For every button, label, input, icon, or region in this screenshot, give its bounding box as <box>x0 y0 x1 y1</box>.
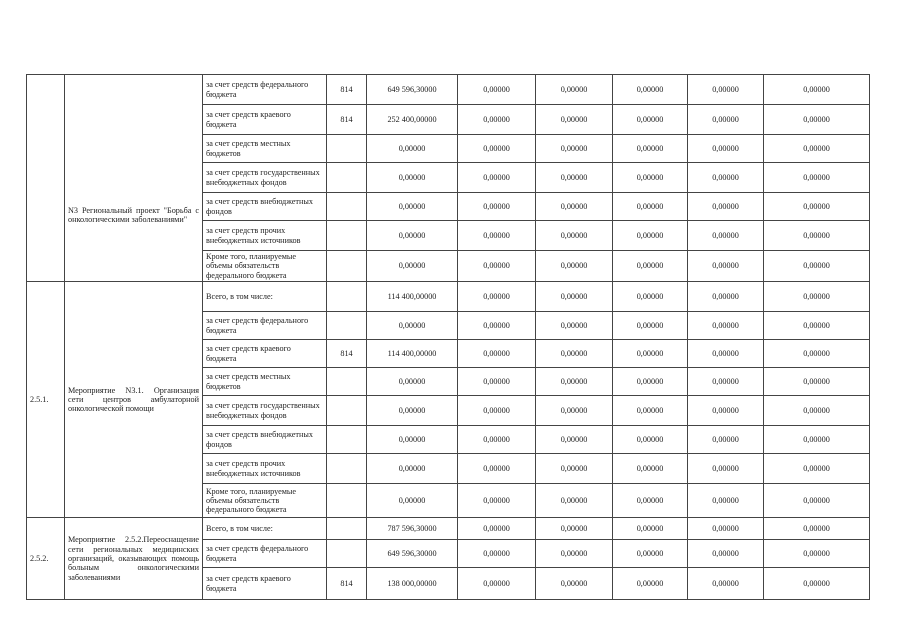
year-amount: 0,00000 <box>613 105 688 135</box>
year-amount: 0,00000 <box>536 251 613 282</box>
year-amount: 0,00000 <box>613 454 688 484</box>
year-amount: 0,00000 <box>458 568 536 600</box>
funding-source: за счет средств федерального бюджета <box>203 75 327 105</box>
year-amount: 0,00000 <box>458 105 536 135</box>
funding-source: за счет средств внебюджетных фондов <box>203 426 327 454</box>
year-amount: 0,00000 <box>536 340 613 368</box>
year-amount: 0,00000 <box>764 368 870 396</box>
year-amount: 0,00000 <box>613 568 688 600</box>
year-amount: 0,00000 <box>613 135 688 163</box>
year-amount: 0,00000 <box>536 426 613 454</box>
year-amount: 0,00000 <box>458 282 536 312</box>
year-amount: 0,00000 <box>536 312 613 340</box>
total-amount: 138 000,00000 <box>367 568 458 600</box>
year-amount: 0,00000 <box>764 105 870 135</box>
year-amount: 0,00000 <box>688 568 764 600</box>
year-amount: 0,00000 <box>688 282 764 312</box>
total-amount: 0,00000 <box>367 312 458 340</box>
table-row <box>27 75 870 105</box>
year-amount: 0,00000 <box>764 312 870 340</box>
total-amount: 649 596,30000 <box>367 540 458 568</box>
year-amount: 0,00000 <box>458 163 536 193</box>
budget-code <box>327 251 367 282</box>
year-amount: 0,00000 <box>764 396 870 426</box>
budget-code <box>327 540 367 568</box>
year-amount: 0,00000 <box>764 75 870 105</box>
year-amount: 0,00000 <box>688 540 764 568</box>
event-title: Мероприятие 2.5.2.Переоснащение сети региональных медицинских организаций, оказывающих помощь больным онкологическими заболеваниями <box>65 518 203 600</box>
year-amount: 0,00000 <box>688 193 764 221</box>
budget-code: 814 <box>327 568 367 600</box>
total-amount: 787 596,30000 <box>367 518 458 540</box>
funding-source: за счет средств государственных внебюджетных фондов <box>203 163 327 193</box>
year-amount: 0,00000 <box>458 312 536 340</box>
year-amount: 0,00000 <box>536 540 613 568</box>
document-sheet <box>26 74 870 600</box>
year-amount: 0,00000 <box>764 340 870 368</box>
item-number: 2.5.2. <box>27 518 65 600</box>
budget-code <box>327 221 367 251</box>
total-amount: 0,00000 <box>367 454 458 484</box>
budget-code <box>327 282 367 312</box>
year-amount: 0,00000 <box>458 221 536 251</box>
year-amount: 0,00000 <box>458 251 536 282</box>
year-amount: 0,00000 <box>688 396 764 426</box>
year-amount: 0,00000 <box>764 540 870 568</box>
total-amount: 0,00000 <box>367 163 458 193</box>
year-amount: 0,00000 <box>613 163 688 193</box>
year-amount: 0,00000 <box>536 368 613 396</box>
total-amount: 0,00000 <box>367 135 458 163</box>
year-amount: 0,00000 <box>458 454 536 484</box>
year-amount: 0,00000 <box>536 193 613 221</box>
total-amount: 0,00000 <box>367 193 458 221</box>
year-amount: 0,00000 <box>764 193 870 221</box>
year-amount: 0,00000 <box>764 163 870 193</box>
funding-source: Кроме того, планируемые объемы обязательств федерального бюджета <box>203 251 327 282</box>
year-amount: 0,00000 <box>536 396 613 426</box>
year-amount: 0,00000 <box>458 75 536 105</box>
budget-code <box>327 135 367 163</box>
funding-source: Всего, в том числе: <box>203 282 327 312</box>
year-amount: 0,00000 <box>613 340 688 368</box>
budget-code <box>327 193 367 221</box>
item-number: 2.5.1. <box>27 282 65 518</box>
year-amount: 0,00000 <box>458 484 536 518</box>
funding-source: за счет средств краевого бюджета <box>203 105 327 135</box>
year-amount: 0,00000 <box>613 312 688 340</box>
year-amount: 0,00000 <box>458 368 536 396</box>
year-amount: 0,00000 <box>613 251 688 282</box>
year-amount: 0,00000 <box>458 540 536 568</box>
project-title: N3 Региональный проект "Борьба с онкологическими заболеваниями" <box>68 205 199 225</box>
total-amount: 0,00000 <box>367 396 458 426</box>
year-amount: 0,00000 <box>458 426 536 454</box>
year-amount: 0,00000 <box>536 484 613 518</box>
year-amount: 0,00000 <box>536 75 613 105</box>
funding-source: за счет средств федерального бюджета <box>203 540 327 568</box>
year-amount: 0,00000 <box>688 312 764 340</box>
budget-code: 814 <box>327 75 367 105</box>
year-amount: 0,00000 <box>688 105 764 135</box>
year-amount: 0,00000 <box>688 251 764 282</box>
event-title <box>65 75 203 282</box>
year-amount: 0,00000 <box>764 221 870 251</box>
year-amount: 0,00000 <box>764 484 870 518</box>
year-amount: 0,00000 <box>688 221 764 251</box>
budget-code <box>327 484 367 518</box>
year-amount: 0,00000 <box>613 368 688 396</box>
total-amount: 649 596,30000 <box>367 75 458 105</box>
budget-code: 814 <box>327 340 367 368</box>
year-amount: 0,00000 <box>688 426 764 454</box>
year-amount: 0,00000 <box>613 540 688 568</box>
year-amount: 0,00000 <box>688 135 764 163</box>
total-amount: 0,00000 <box>367 221 458 251</box>
year-amount: 0,00000 <box>764 135 870 163</box>
funding-source: Кроме того, планируемые объемы обязательств федерального бюджета <box>203 484 327 518</box>
year-amount: 0,00000 <box>688 518 764 540</box>
funding-source: за счет средств краевого бюджета <box>203 568 327 600</box>
funding-source: за счет средств местных бюджетов <box>203 368 327 396</box>
funding-source: за счет средств местных бюджетов <box>203 135 327 163</box>
budget-code <box>327 163 367 193</box>
budget-table <box>26 74 870 600</box>
year-amount: 0,00000 <box>688 340 764 368</box>
year-amount: 0,00000 <box>458 396 536 426</box>
year-amount: 0,00000 <box>764 568 870 600</box>
year-amount: 0,00000 <box>764 426 870 454</box>
year-amount: 0,00000 <box>688 75 764 105</box>
budget-code: 814 <box>327 105 367 135</box>
year-amount: 0,00000 <box>536 282 613 312</box>
year-amount: 0,00000 <box>458 135 536 163</box>
year-amount: 0,00000 <box>688 454 764 484</box>
year-amount: 0,00000 <box>613 426 688 454</box>
funding-source: за счет средств прочих внебюджетных источников <box>203 454 327 484</box>
funding-source: за счет средств внебюджетных фондов <box>203 193 327 221</box>
budget-code <box>327 454 367 484</box>
year-amount: 0,00000 <box>536 568 613 600</box>
year-amount: 0,00000 <box>613 221 688 251</box>
year-amount: 0,00000 <box>613 518 688 540</box>
year-amount: 0,00000 <box>613 484 688 518</box>
year-amount: 0,00000 <box>536 518 613 540</box>
year-amount: 0,00000 <box>688 484 764 518</box>
table-row <box>27 518 870 540</box>
budget-code <box>327 396 367 426</box>
year-amount: 0,00000 <box>613 193 688 221</box>
budget-code <box>327 368 367 396</box>
total-amount: 114 400,00000 <box>367 282 458 312</box>
funding-source: Всего, в том числе: <box>203 518 327 540</box>
total-amount: 0,00000 <box>367 251 458 282</box>
event-title: Мероприятие N3.1. Организация сети центров амбулаторной онкологической помощи <box>65 282 203 518</box>
budget-code <box>327 312 367 340</box>
total-amount: 0,00000 <box>367 368 458 396</box>
year-amount: 0,00000 <box>764 282 870 312</box>
year-amount: 0,00000 <box>536 135 613 163</box>
year-amount: 0,00000 <box>764 251 870 282</box>
total-amount: 0,00000 <box>367 426 458 454</box>
year-amount: 0,00000 <box>613 75 688 105</box>
total-amount: 0,00000 <box>367 484 458 518</box>
year-amount: 0,00000 <box>688 163 764 193</box>
budget-code <box>327 518 367 540</box>
year-amount: 0,00000 <box>764 454 870 484</box>
year-amount: 0,00000 <box>613 282 688 312</box>
total-amount: 114 400,00000 <box>367 340 458 368</box>
funding-source: за счет средств федерального бюджета <box>203 312 327 340</box>
funding-source: за счет средств государственных внебюджетных фондов <box>203 396 327 426</box>
year-amount: 0,00000 <box>536 105 613 135</box>
year-amount: 0,00000 <box>458 193 536 221</box>
budget-code <box>327 426 367 454</box>
year-amount: 0,00000 <box>613 396 688 426</box>
year-amount: 0,00000 <box>458 340 536 368</box>
year-amount: 0,00000 <box>458 518 536 540</box>
funding-source: за счет средств прочих внебюджетных источников <box>203 221 327 251</box>
funding-source: за счет средств краевого бюджета <box>203 340 327 368</box>
budget-table-body <box>27 75 870 600</box>
year-amount: 0,00000 <box>764 518 870 540</box>
year-amount: 0,00000 <box>536 163 613 193</box>
year-amount: 0,00000 <box>688 368 764 396</box>
total-amount: 252 400,00000 <box>367 105 458 135</box>
year-amount: 0,00000 <box>536 221 613 251</box>
item-number <box>27 75 65 282</box>
year-amount: 0,00000 <box>536 454 613 484</box>
table-row <box>27 282 870 312</box>
